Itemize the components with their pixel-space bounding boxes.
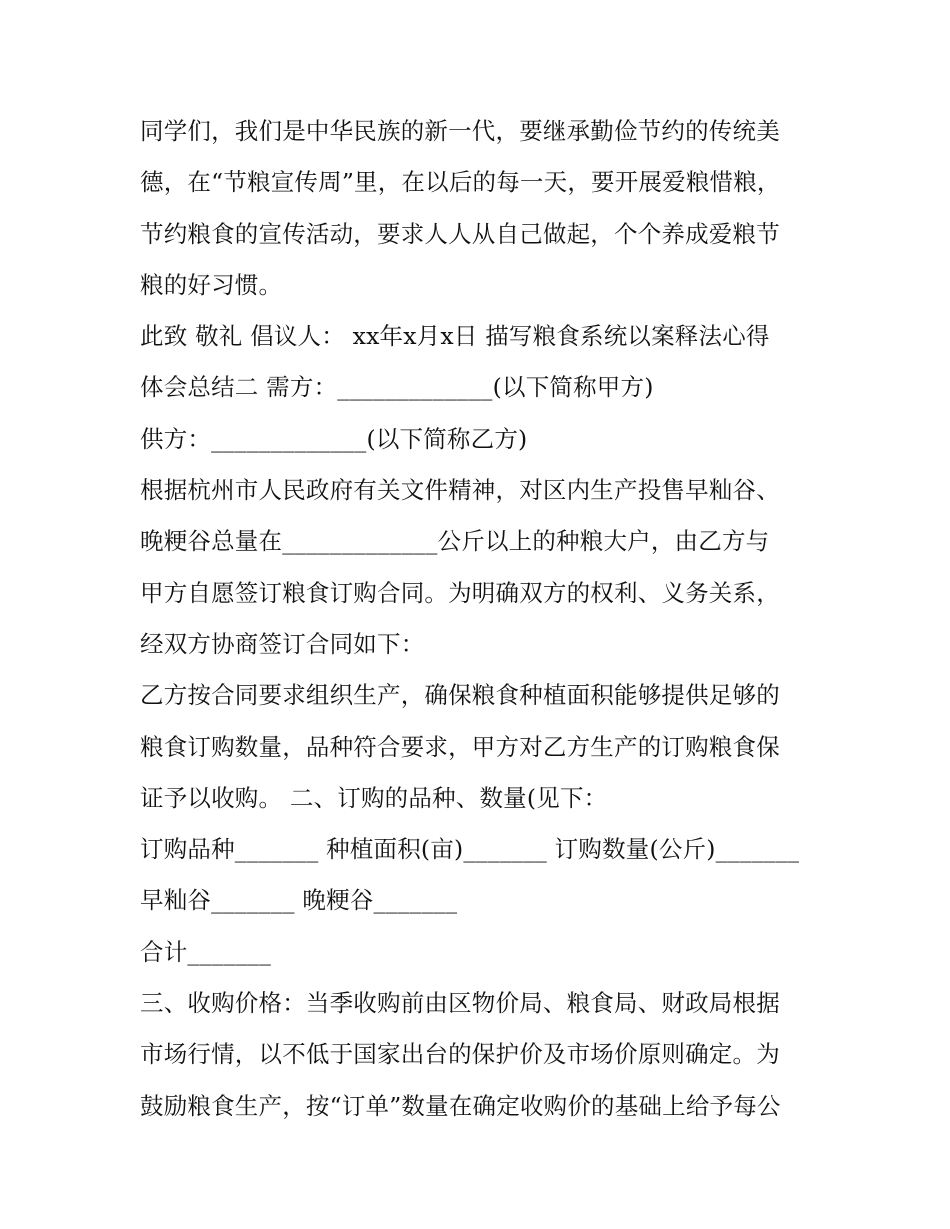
- text-line: 根据杭州市人民政府有关文件精神，对区内生产投售早籼谷、: [140, 476, 780, 505]
- text-line: 同学们，我们是中华民族的新一代，要继承勤俭节约的传统美: [140, 117, 780, 145]
- text-line: 德，在“节粮宣传周”里，在以后的每一天，要开展爱粮惜粮，: [140, 168, 781, 197]
- text-line: 甲方自愿签订粮食订购合同。为明确双方的权利、义务关系，: [140, 578, 780, 607]
- text-line: 晚粳谷总量在_____________公斤以上的种粮大户，由乙方与: [140, 527, 770, 556]
- text-line: 市场行情，以不低于国家出台的保护价及市场价原则确定。为: [140, 1040, 780, 1069]
- text-line: 粮的好习惯。: [140, 270, 283, 299]
- text-line: 乙方按合同要求组织生产，确保粮食种植面积能够提供足够的: [140, 681, 780, 710]
- text-line: 节约粮食的宣传活动，要求人人从自己做起，个个养成爱粮节: [140, 219, 780, 248]
- text-line: 证予以收购。 二、订购的品种、数量(见下：: [140, 783, 608, 812]
- text-line: 体会总结二 需方：_____________(以下简称甲方): [140, 373, 654, 402]
- text-line: 早籼谷_______ 晚粳谷_______: [140, 886, 458, 915]
- text-line: 合计_______: [140, 937, 272, 966]
- text-line: 订购品种_______ 种植面积(亩)_______ 订购数量(公斤)_______: [140, 835, 800, 864]
- text-line: 三、收购价格：当季收购前由区物价局、粮食局、财政局根据: [140, 989, 780, 1018]
- text-line: 粮食订购数量，品种符合要求，甲方对乙方生产的订购粮食保: [140, 732, 780, 761]
- text-line: 经双方协商签订合同如下：: [140, 629, 425, 658]
- text-line: 鼓励粮食生产，按“订单”数量在确定收购价的基础上给予每公: [140, 1091, 781, 1120]
- text-line: 供方：_____________(以下简称乙方): [140, 424, 528, 453]
- document-body: [140, 106, 820, 1132]
- text-line: 此致 敬礼 倡议人： xx年x月x日 描写粮食系统以案释法心得: [140, 322, 770, 351]
